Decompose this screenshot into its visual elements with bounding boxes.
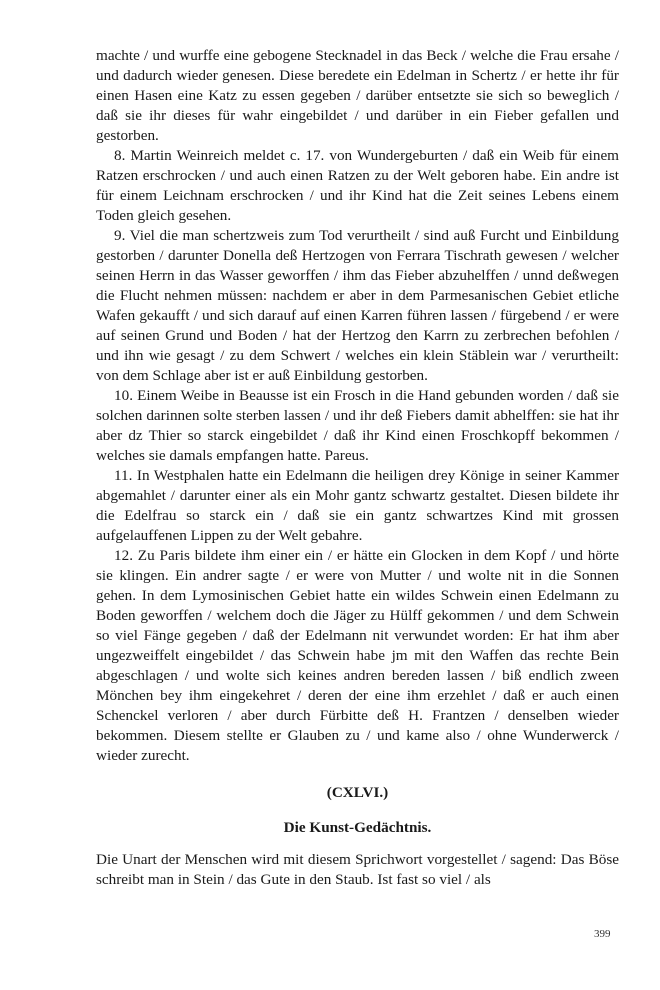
section-title-heading: Die Kunst-Gedächtnis. [283, 819, 432, 836]
page-body [96, 46, 619, 890]
paragraph-11: 11. In Westphalen hatte ein Edelmann die heiligen drey Könige in seiner Kammer abgemahlet / darunter einer als ein Mohr gantz schwartz gestaltet. Diesen bildete ihr die Edelfrau so starck ein / daß sie ein gantz schwartzes Kind mit grossen aufgelauffenen Lippen zu der Welt gebahre. [96, 467, 619, 544]
paragraph-12: 12. Zu Paris bildete ihm einer ein / er hätte ein Glocken in dem Kopf / und hörte sie klingen. Ein andrer sagte / er were von Mutter / und wolte nit in die Sonnen gehen. In dem Lymosinischen Gebiet hatte ein wildes Schwein einen Edelmann zu Boden geworffen / welchem doch die Jäger zu Hülff gekommen / und dem Schwein so viel Fänge gegeben / daß der Edelmann nit verwundet worden: Er hat ihm aber ungezweiffelt eingebildet / das Schwein habe jm mit den Waffen das rechte Bein abgeschlagen / und wolte sich keines andren bereden lassen / biß endlich zween Mönchen bey ihm eingekehret / deren der eine ihm erzehlet / daß er auch einen Schenckel verloren / aber durch Fürbitte deß H. Frantzen / denselben wieder bekommen. Diesem stellte er Glauben zu / und kame also / ohne Wunderwerck / wieder zurecht. [96, 547, 619, 764]
section-number-heading: (CXLVI.) [326, 784, 389, 801]
section-first-paragraph: Die Unart der Menschen wird mit diesem Sprichwort vorgestellet / sagend: Das Böse schreibt man in Stein / das Gute in den Staub. Ist fast so viel / als [96, 851, 619, 888]
paragraph-8: 8. Martin Weinreich meldet c. 17. von Wundergeburten / daß ein Weib für einem Ratzen erschrocken / und auch einen Ratzen zu der Welt geboren habe. Ein andre ist für einem Leichnam erschrocken / und ihr Kind hat die Zeit seines Lebens einem Toden gleich gesehen. [96, 147, 619, 224]
paragraph-9: 9. Viel die man schertzweis zum Tod verurtheilt / sind auß Furcht und Einbildung gestorben / darunter Donella deß Hertzogen von Ferrara Tischrath gewesen / welcher seinen Herrn in das Wasser geworffen / ihm das Fieber abzuhelffen / unnd deßwegen die Flucht nehmen müssen: nachdem er aber in dem Parmesanischen Gebiet etliche Wafen gekaufft / und sich darauf auf einen Karren führen lassen / fürgebend / er were auf seinen Grund und Boden / hat der Hertzog den Karrn zu zerbrechen befohlen / und ihn wie gesagt / zu dem Schwert / welches ein klein Stäblein war / verurtheilt: von dem Schlage aber ist er auß Einbildung gestorben. [96, 227, 619, 384]
paragraph-10: 10. Einem Weibe in Beausse ist ein Frosch in die Hand gebunden worden / daß sie solchen darinnen solte sterben lassen / und ihr deß Fiebers damit abhelffen: sie hat ihr aber dz Thier so starck eingebildet / daß ihr Kind einen Froschkopff bekommen / welches sie damals empfangen hatte. Pareus. [96, 387, 619, 464]
paragraph-continuation: machte / und wurffe eine gebogene Stecknadel in das Beck / welche die Frau ersahe / und dadurch wieder genesen. Diese beredete ein Edelman in Schertz / er hette ihr für einen Hasen eine Katz zu essen gegeben / darüber entsetzte sie sich so beweglich / daß sie ihr dieses für wahr eingebildet / und darüber in ein Fieber gefallen und gestorben. [96, 47, 619, 144]
page-number: 399 [594, 928, 611, 940]
